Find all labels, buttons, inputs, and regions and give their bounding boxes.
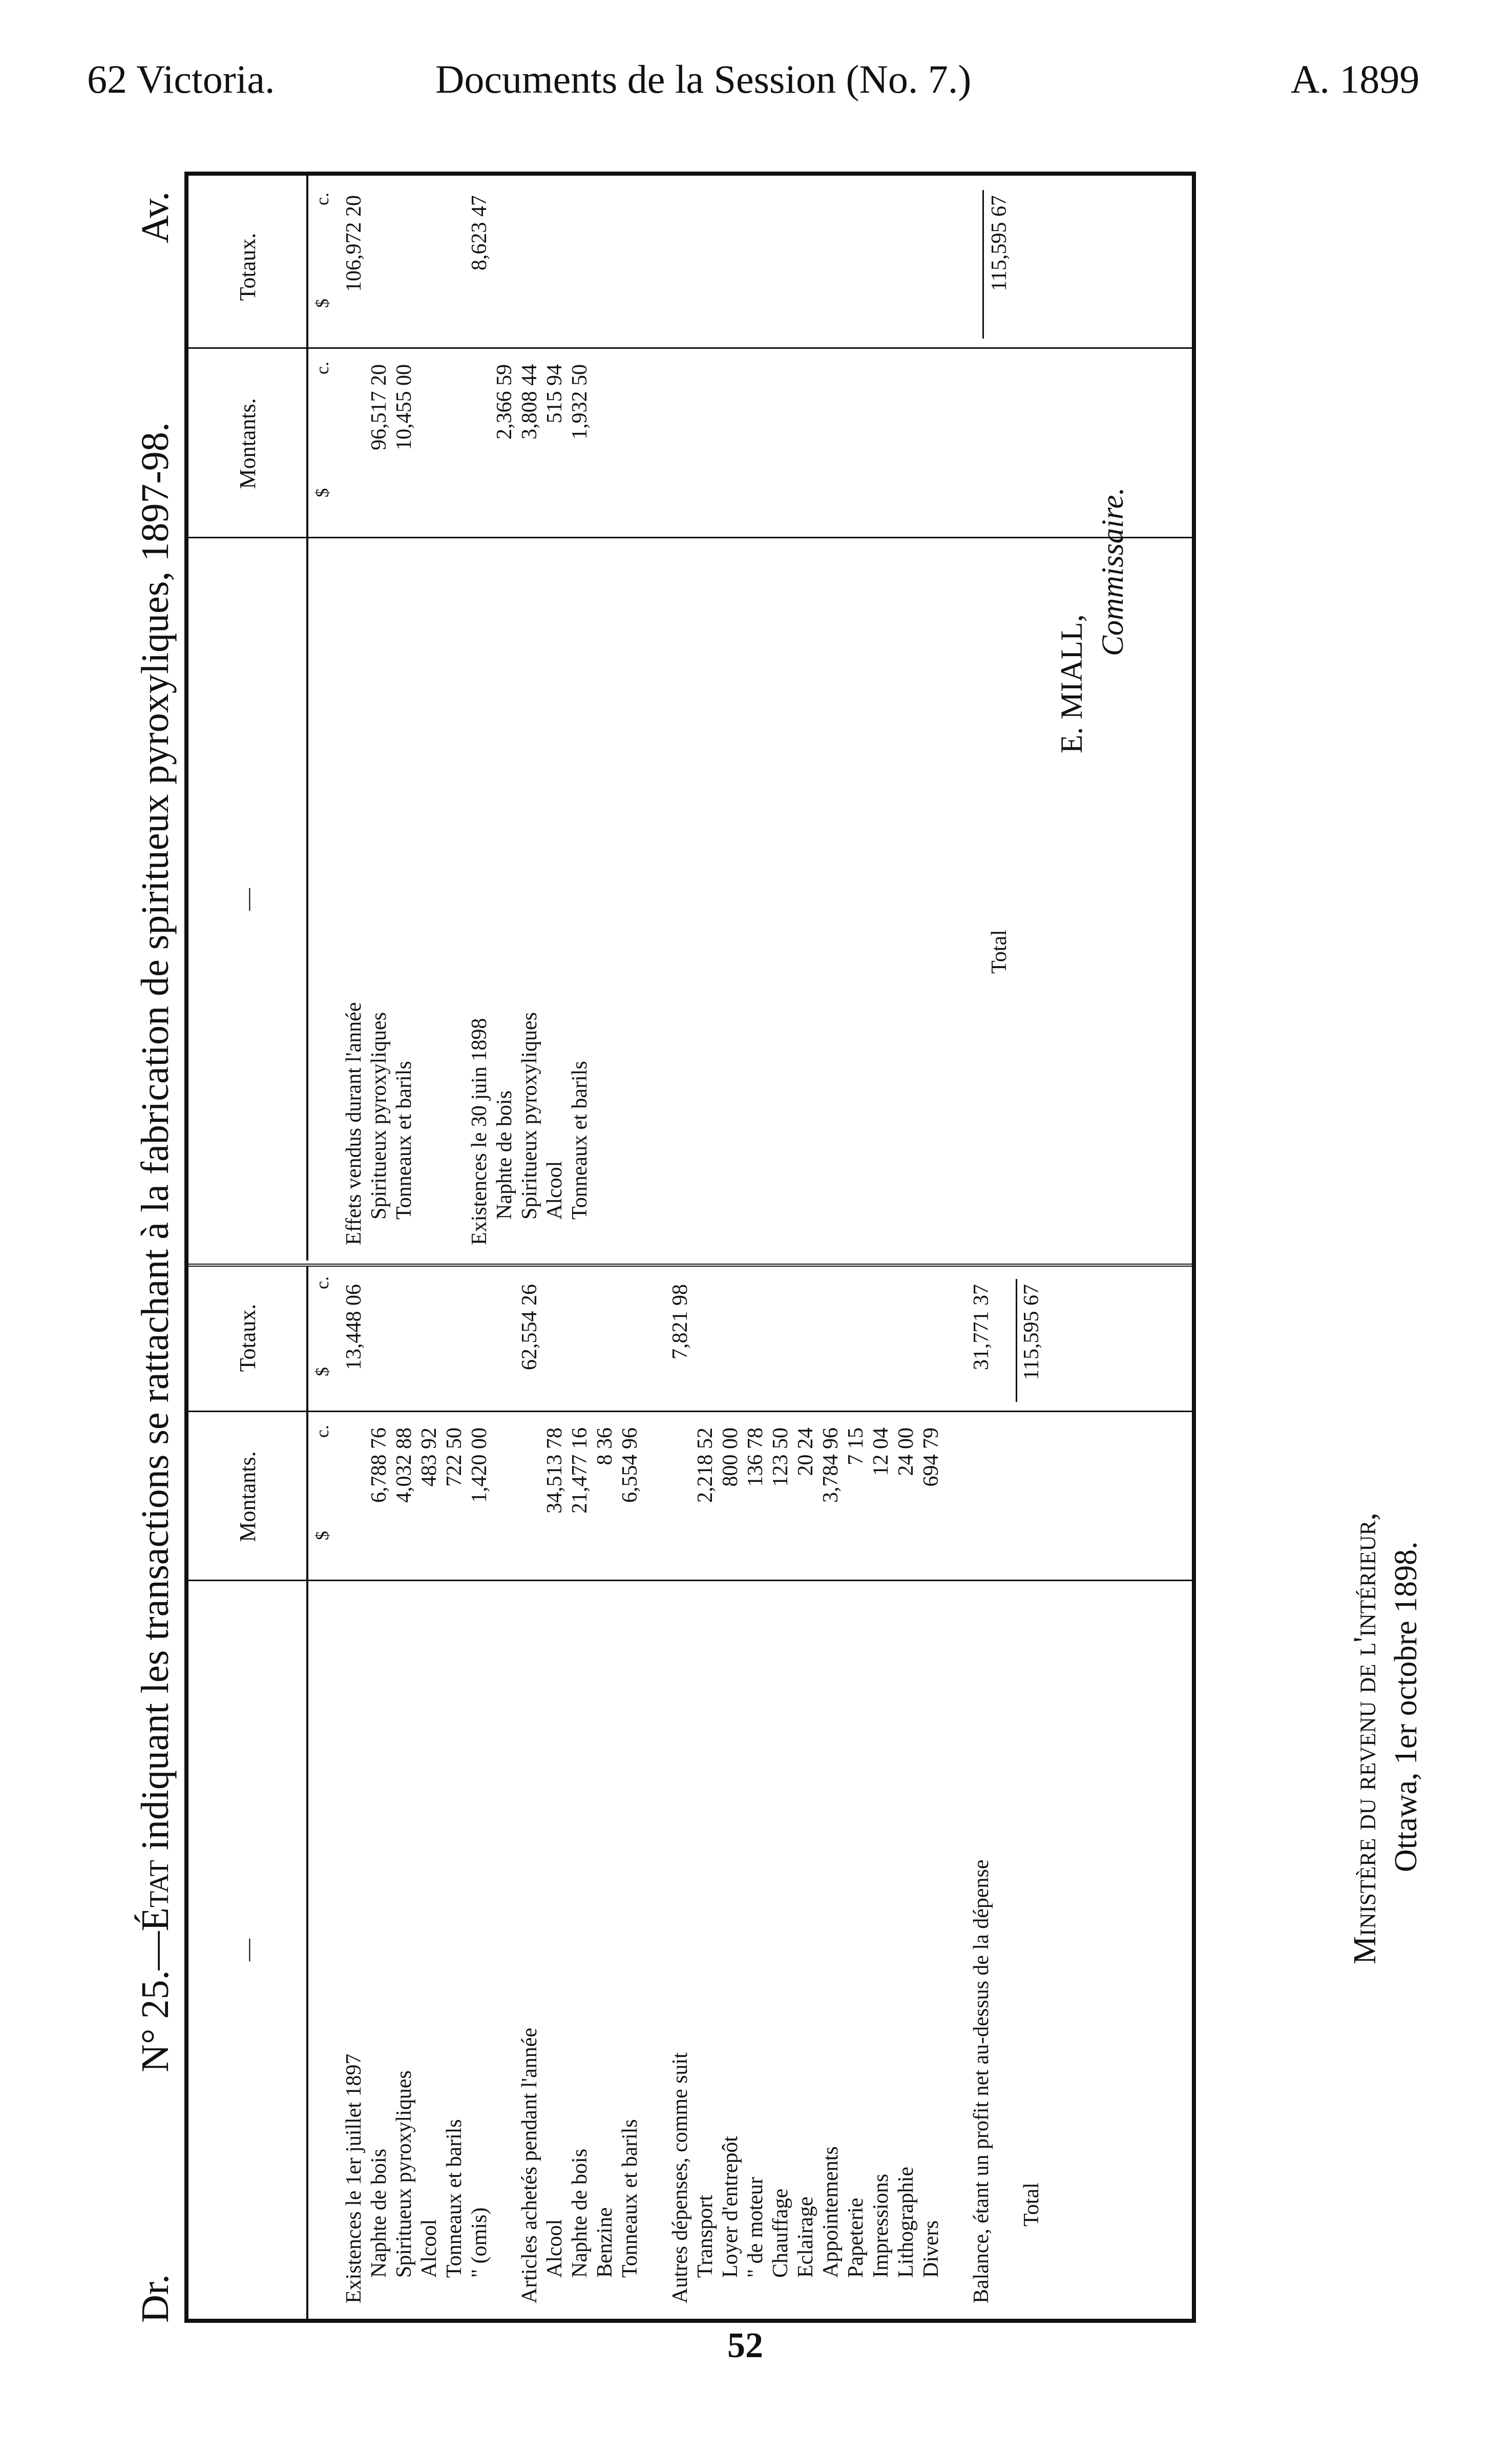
debit-row-amount: 21,477 16 [568, 1428, 592, 1514]
credit-row-leader [392, 549, 416, 1030]
credit-montants-dollar: $ [312, 488, 332, 497]
credit-section [188, 172, 1192, 1261]
running-header [87, 56, 1439, 118]
debit-row-leader [719, 1591, 742, 2109]
debit-row-leader [744, 1591, 767, 2129]
credit-row-total: 8,623 47 [468, 195, 491, 270]
debit-row-amount: 6,554 96 [618, 1428, 642, 1503]
debit-row-leader [1020, 1591, 1043, 2170]
signature-name: E. MIALL, [1055, 614, 1088, 753]
debit-row [593, 1264, 617, 2319]
debit-row [794, 1264, 817, 2319]
credit-row-label: Spiritueux pyroxyliques [518, 1012, 541, 1220]
debit-row [919, 1264, 943, 2319]
debit-row [367, 1264, 391, 2319]
debit-row-leader [593, 1591, 617, 2201]
credit-total-rule [982, 190, 984, 339]
credit-row-leader [568, 549, 592, 1030]
credit-row-leader [518, 549, 541, 979]
debit-row [342, 1264, 366, 2319]
debit-row-label: Tonneaux et barils [443, 2119, 466, 2278]
debit-row-amount: 24 00 [894, 1428, 918, 1476]
credit-row [367, 175, 391, 1261]
debit-row-label: Total [1020, 2182, 1043, 2227]
header-documents: Documents de la Session (No. 7.) [435, 57, 972, 101]
debit-row-label: Autres dépenses, comme suit [668, 2052, 692, 2303]
debit-row-amount: 20 24 [794, 1428, 817, 1476]
debit-row [668, 1264, 692, 2319]
header-year: A. 1899 [1291, 57, 1420, 101]
credit-totaux-header: Totaux. [235, 233, 260, 301]
debit-row-leader [392, 1591, 416, 2037]
credit-row-total: 106,972 20 [342, 195, 366, 292]
title-etat: État [134, 1860, 177, 1932]
debit-row [468, 1264, 491, 2319]
credit-totaux-cents: c. [312, 193, 332, 205]
credit-row-amount: 96,517 20 [367, 364, 391, 450]
debit-row-label: Eclairage [794, 2196, 817, 2278]
debit-row-leader [769, 1591, 792, 2180]
debit-row-label: Transport [694, 2195, 717, 2278]
page-number: 52 [727, 2326, 763, 2365]
credit-row-amount: 3,808 44 [518, 364, 541, 439]
credit-marker: Av. [134, 191, 177, 243]
debit-totaux-dollar: $ [312, 1367, 332, 1376]
debit-row-label: Papeterie [844, 2197, 868, 2278]
debit-row-total: 13,448 06 [342, 1284, 366, 1370]
debit-row-label: Alcool [543, 2219, 566, 2278]
debit-row [618, 1264, 642, 2319]
debit-row-amount: 136 78 [744, 1428, 767, 1487]
statement-title [133, 274, 178, 2220]
credit-row [392, 175, 416, 1261]
debit-row-leader [367, 1591, 391, 2129]
debit-row-leader [919, 1591, 943, 2211]
debit-row-total: 62,554 26 [518, 1284, 541, 1370]
debit-row-label: Appointements [819, 2146, 843, 2278]
debit-row-total: 31,771 37 [970, 1284, 993, 1370]
credit-row [493, 175, 516, 1261]
ministry-date: Ottawa, 1er octobre 1898. [1389, 1541, 1423, 1872]
credit-row-label: Spiritueux pyroxyliques [367, 1012, 391, 1220]
debit-row [769, 1264, 792, 2319]
debit-row-label: Divers [919, 2220, 943, 2278]
debit-row-amount: 2,218 52 [694, 1428, 717, 1503]
debit-row-label: " (omis) [468, 2207, 491, 2278]
debit-row-leader [844, 1591, 868, 2180]
credit-divider-1 [188, 537, 1192, 538]
debit-row-total: 7,821 98 [668, 1284, 692, 1359]
credit-blank-header: — [235, 888, 260, 911]
credit-row-label: Effets vendus durant l'année [342, 1002, 366, 1245]
debit-header [188, 1267, 308, 2319]
debit-section [188, 1264, 1192, 2319]
debit-row [417, 1264, 441, 2319]
debit-row-amount: 722 50 [443, 1428, 466, 1487]
debit-row-leader [543, 1591, 566, 2211]
debit-row [694, 1264, 717, 2319]
debit-row-label: Tonneaux et barils [618, 2119, 642, 2278]
debit-row-label: Naphte de bois [568, 2149, 592, 2278]
debit-row-amount: 34,513 78 [543, 1428, 566, 1514]
credit-row-leader [543, 549, 566, 1153]
debit-row-leader [819, 1591, 843, 2139]
credit-row [543, 175, 566, 1261]
debit-row-label: Lithographie [894, 2167, 918, 2278]
title-number: N° 25.— [134, 1931, 177, 2072]
debit-row-amount: 1,420 00 [468, 1428, 491, 1503]
debit-row-leader [869, 1591, 893, 2160]
debit-row [719, 1264, 742, 2319]
credit-row [518, 175, 541, 1261]
debit-row [1020, 1264, 1043, 2319]
credit-row-amount: 10,455 00 [392, 364, 416, 450]
debit-row-leader [568, 1591, 592, 2129]
debit-row-amount: 800 00 [719, 1428, 742, 1487]
credit-montants-header: Montants. [235, 398, 260, 489]
debit-row-label: Spiritueux pyroxyliques [392, 2070, 416, 2278]
credit-total-value: 115,595 67 [988, 195, 1011, 291]
credit-montants-cents: c. [312, 362, 332, 374]
debit-blank-header: — [235, 1939, 260, 1961]
debit-total-rule [1016, 1279, 1017, 1402]
title-text: indiquant les transactions se rattachant à la fabrication de spiritueux pyroxyliques, 1897-98. [134, 422, 177, 1860]
debit-montants-dollar: $ [312, 1531, 332, 1540]
debit-row-amount: 3,784 96 [819, 1428, 843, 1503]
debit-marker: Dr. [134, 2274, 177, 2323]
debit-row-amount: 12 04 [869, 1428, 893, 1476]
debit-row-leader [970, 1591, 993, 1766]
debit-row-leader [894, 1591, 918, 2150]
debit-row-amount: 123 50 [769, 1428, 792, 1487]
ministry-line: Ministère du revenu de l'intérieur, [1348, 1513, 1382, 1964]
signature-role: Commissaire. [1096, 487, 1129, 656]
debit-row-amount: 694 79 [919, 1428, 943, 1487]
credit-row-leader [342, 549, 366, 953]
debit-row [869, 1264, 893, 2319]
credit-divider-2 [188, 347, 1192, 349]
debit-row-label: Articles achetés pendant l'année [518, 2027, 541, 2303]
debit-row-leader [694, 1591, 717, 2180]
debit-row-amount: 6,788 76 [367, 1428, 391, 1503]
debit-montants-header: Montants. [235, 1451, 260, 1542]
credit-row-leader [468, 549, 491, 974]
credit-header [188, 172, 308, 1261]
credit-row-label: Alcool [543, 1161, 566, 1220]
debit-row-leader [468, 1591, 491, 2119]
debit-row-leader [342, 1591, 366, 1991]
credit-row-label: Existences le 30 juin 1898 [468, 1018, 491, 1245]
credit-row-amount: 2,366 59 [493, 364, 516, 439]
credit-row-label: Tonneaux et barils [392, 1061, 416, 1220]
credit-row-label: Naphte de bois [493, 1090, 516, 1220]
debit-row [844, 1264, 868, 2319]
debit-row-amount: 8 36 [593, 1428, 617, 1465]
rotated-statement [133, 172, 1444, 2323]
debit-row [443, 1264, 466, 2319]
credit-row [568, 175, 592, 1261]
debit-row-label: Chauffage [769, 2188, 792, 2278]
debit-row-label: Balance, étant un profit net au-dessus de la dépense [970, 1859, 993, 2303]
credit-total-leader [988, 369, 1011, 892]
debit-row-amount: 4,032 88 [392, 1428, 416, 1503]
credit-row-leader [367, 549, 391, 979]
credit-total-row [988, 175, 1011, 1261]
debit-row-amount: 483 92 [417, 1428, 441, 1487]
debit-totaux-cents: c. [312, 1276, 332, 1289]
debit-row-leader [417, 1591, 441, 2211]
credit-row [342, 175, 366, 1261]
credit-total-label: Total [988, 930, 1011, 974]
debit-row [392, 1264, 416, 2319]
debit-row [819, 1264, 843, 2319]
debit-row-label: Benzine [593, 2207, 617, 2278]
credit-row [468, 175, 491, 1261]
debit-row-amount: 7 15 [844, 1428, 868, 1465]
debit-row [894, 1264, 918, 2319]
debit-row-total: 115,595 67 [1020, 1284, 1043, 1380]
debit-row [568, 1264, 592, 2319]
debit-row-label: " de moteur [744, 2177, 767, 2278]
credit-row-amount: 515 94 [543, 364, 566, 424]
debit-row-label: Naphte de bois [367, 2149, 391, 2278]
debit-row [744, 1264, 767, 2319]
debit-row [970, 1264, 993, 2319]
credit-row-leader [493, 549, 516, 1071]
debit-row-label: Alcool [417, 2219, 441, 2278]
debit-row-leader [794, 1591, 817, 2180]
debit-row-leader [443, 1591, 466, 2088]
credit-row-label: Tonneaux et barils [568, 1061, 592, 1220]
debit-montants-cents: c. [312, 1425, 332, 1438]
debit-row-label: Impressions [869, 2174, 893, 2278]
debit-row-label: Existences le 1er juillet 1897 [342, 2053, 366, 2303]
header-session: 62 Victoria. [87, 57, 275, 101]
debit-row [518, 1264, 541, 2319]
debit-row [543, 1264, 566, 2319]
debit-row-leader [668, 1591, 692, 2022]
debit-row-label: Loyer d'entrepôt [719, 2136, 742, 2278]
statement-frame [184, 172, 1196, 2323]
debit-row-leader [518, 1591, 541, 1970]
debit-row-leader [618, 1591, 642, 2088]
debit-totaux-header: Totaux. [235, 1304, 260, 1372]
credit-totaux-dollar: $ [312, 299, 332, 308]
credit-row-amount: 1,932 50 [568, 364, 592, 439]
